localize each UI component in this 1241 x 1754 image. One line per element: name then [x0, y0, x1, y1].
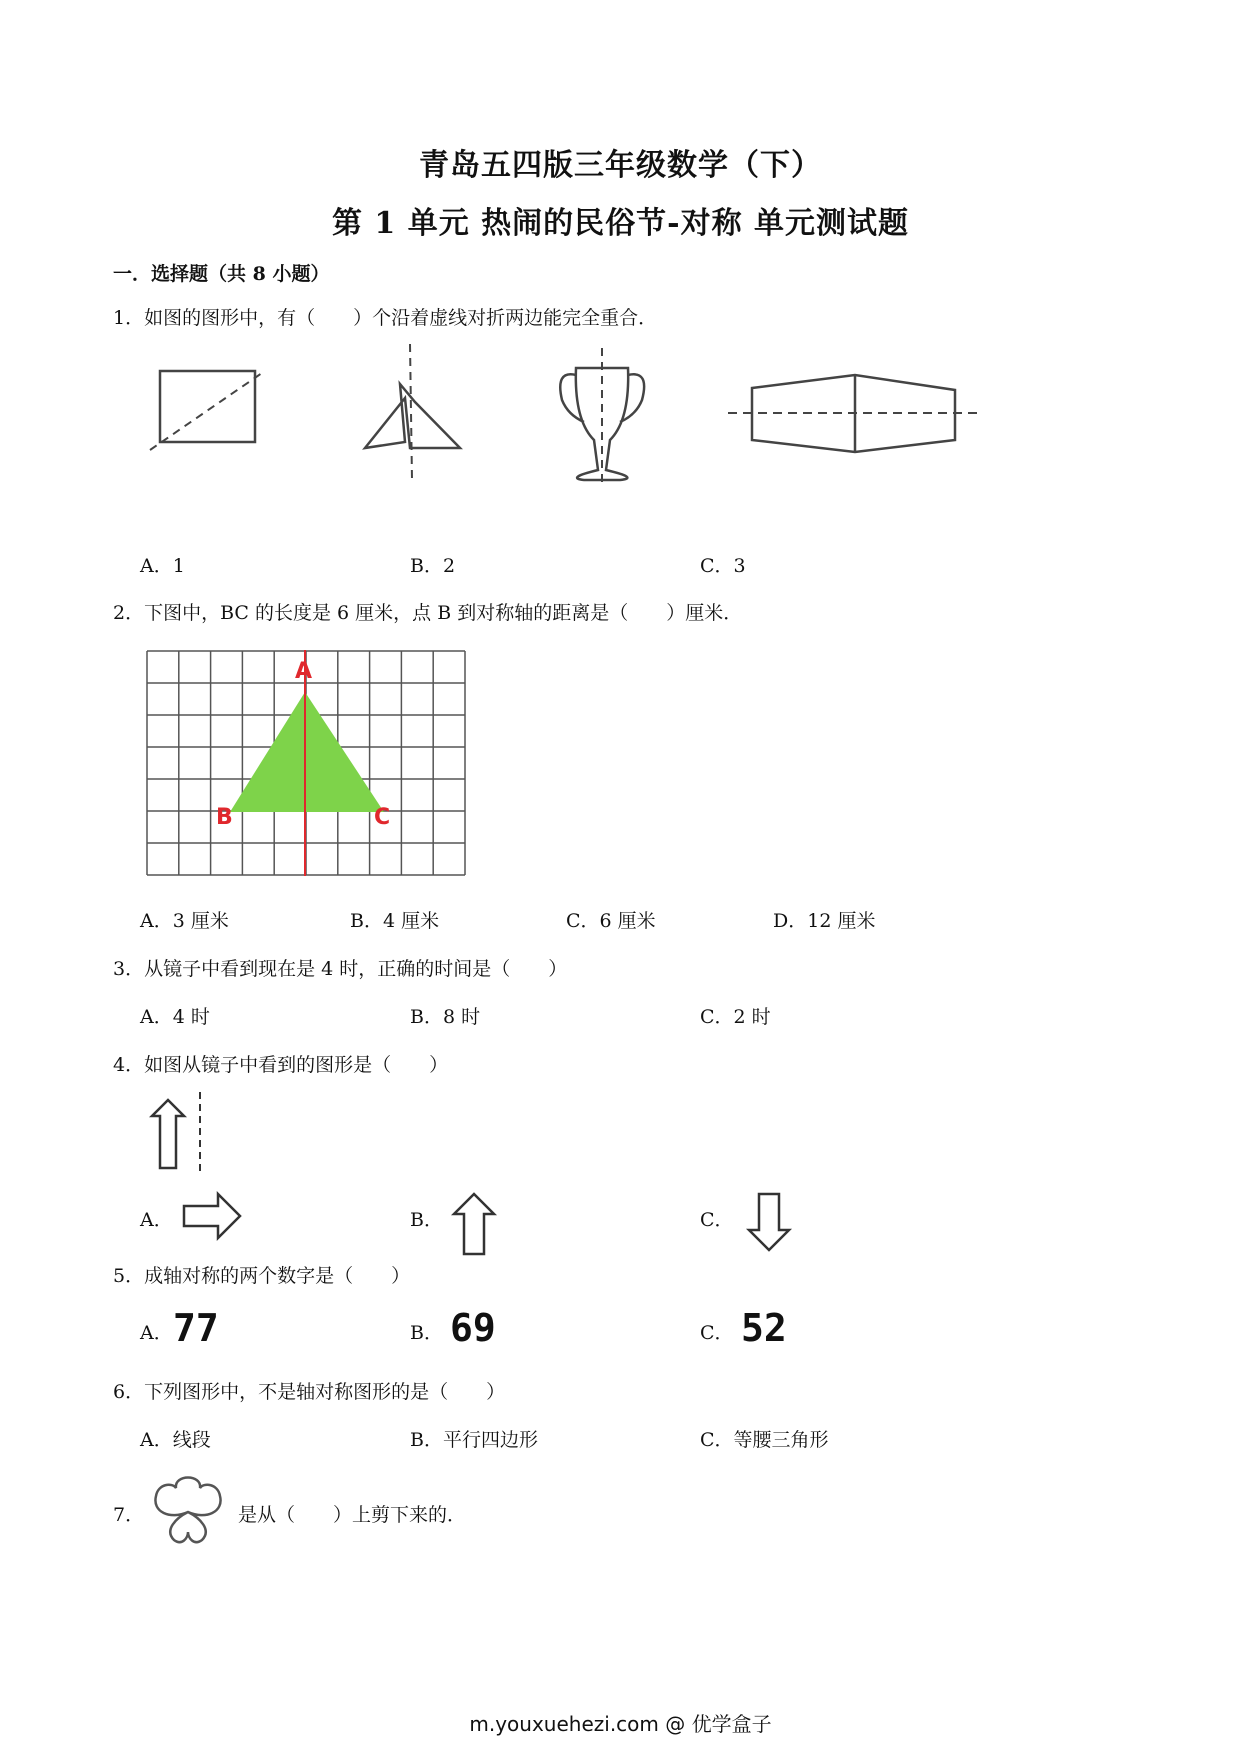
arrow-right-icon: [182, 1192, 242, 1242]
q5-option-c[interactable]: C．: [700, 1322, 734, 1344]
q1-option-b[interactable]: B．2: [410, 555, 456, 577]
page-subtitle: 第 1 单元 热闹的民俗节-对称 单元测试题: [331, 206, 910, 241]
arrow-up-icon: [450, 1192, 498, 1256]
hexagon-figure: [728, 375, 980, 452]
trophy-figure: [560, 348, 644, 488]
question-text: 成轴对称的两个数字是（ ）: [144, 1265, 411, 1287]
footer-watermark: m.youxuehezi.com @ 优学盒子: [469, 1712, 772, 1736]
page-title: 青岛五四版三年级数学（下）: [419, 148, 822, 183]
q6-option-a[interactable]: A．线段: [140, 1429, 211, 1451]
q4-option-c[interactable]: C．: [700, 1209, 734, 1231]
q2-option-b[interactable]: B．4 厘米: [350, 910, 440, 932]
q1-option-c[interactable]: C．3: [700, 555, 746, 577]
q5-option-b[interactable]: B．: [410, 1322, 443, 1344]
q2-option-d[interactable]: D．12 厘米: [773, 910, 876, 932]
q3-option-b[interactable]: B．8 时: [410, 1006, 481, 1028]
question-number: 4．: [113, 1054, 145, 1076]
q5-digits-c: 52: [741, 1306, 787, 1350]
question-5: [113, 1261, 410, 1288]
q5-digits-a: 77: [173, 1306, 219, 1350]
question-number: 3．: [113, 958, 145, 980]
question-text: 如图从镜子中看到的图形是（ ）: [144, 1054, 449, 1076]
label-b: B: [216, 805, 233, 830]
question-number: 1．: [113, 307, 145, 329]
question-1: [113, 303, 657, 330]
question-7-text: 是从（ ）上剪下来的．: [238, 1504, 467, 1526]
q4-option-a[interactable]: A．: [140, 1209, 173, 1231]
question-6: [113, 1377, 505, 1404]
question-3: [113, 954, 567, 981]
arrow-down-icon: [745, 1192, 793, 1254]
question-number: 6．: [113, 1381, 145, 1403]
q5-digits-b: 69: [450, 1306, 496, 1350]
q3-option-a[interactable]: A．4 时: [140, 1006, 210, 1028]
pinwheel-figure: [365, 344, 460, 480]
triangle-shape: [230, 692, 384, 812]
section-heading: 一．选择题（共 8 小题）: [113, 263, 330, 285]
question-2: [113, 598, 742, 625]
q1-figures: [0, 330, 1241, 490]
q2-option-a[interactable]: A．3 厘米: [140, 910, 229, 932]
question-text: 下列图形中，不是轴对称图形的是（ ）: [144, 1381, 506, 1403]
label-a: A: [295, 659, 313, 684]
q6-option-c[interactable]: C．等腰三角形: [700, 1429, 829, 1451]
question-text: 下图中，BC 的长度是 6 厘米，点 B 到对称轴的距离是（ ）厘米．: [144, 602, 743, 624]
question-4: [113, 1050, 448, 1077]
q3-option-c[interactable]: C．2 时: [700, 1006, 771, 1028]
question-number: 2．: [113, 602, 145, 624]
clover-shape-icon: [148, 1468, 228, 1548]
q2-grid-figure: [146, 650, 466, 876]
q2-option-c[interactable]: C．6 厘米: [566, 910, 656, 932]
q4-option-b[interactable]: B．: [410, 1209, 443, 1231]
label-c: C: [374, 805, 391, 830]
q5-option-a[interactable]: A．: [140, 1322, 173, 1344]
rectangle-diagonal-figure: [150, 371, 262, 450]
question-text: 从镜子中看到现在是 4 时，正确的时间是（ ）: [144, 958, 568, 980]
question-text: 如图的图形中，有（ ）个沿着虚线对折两边能完全重合．: [144, 307, 658, 329]
q6-option-b[interactable]: B．平行四边形: [410, 1429, 538, 1451]
q1-option-a[interactable]: A．1: [140, 555, 185, 577]
question-number: 5．: [113, 1265, 145, 1287]
question-7-number: 7．: [113, 1504, 145, 1526]
arrow-up-icon: [146, 1090, 206, 1180]
